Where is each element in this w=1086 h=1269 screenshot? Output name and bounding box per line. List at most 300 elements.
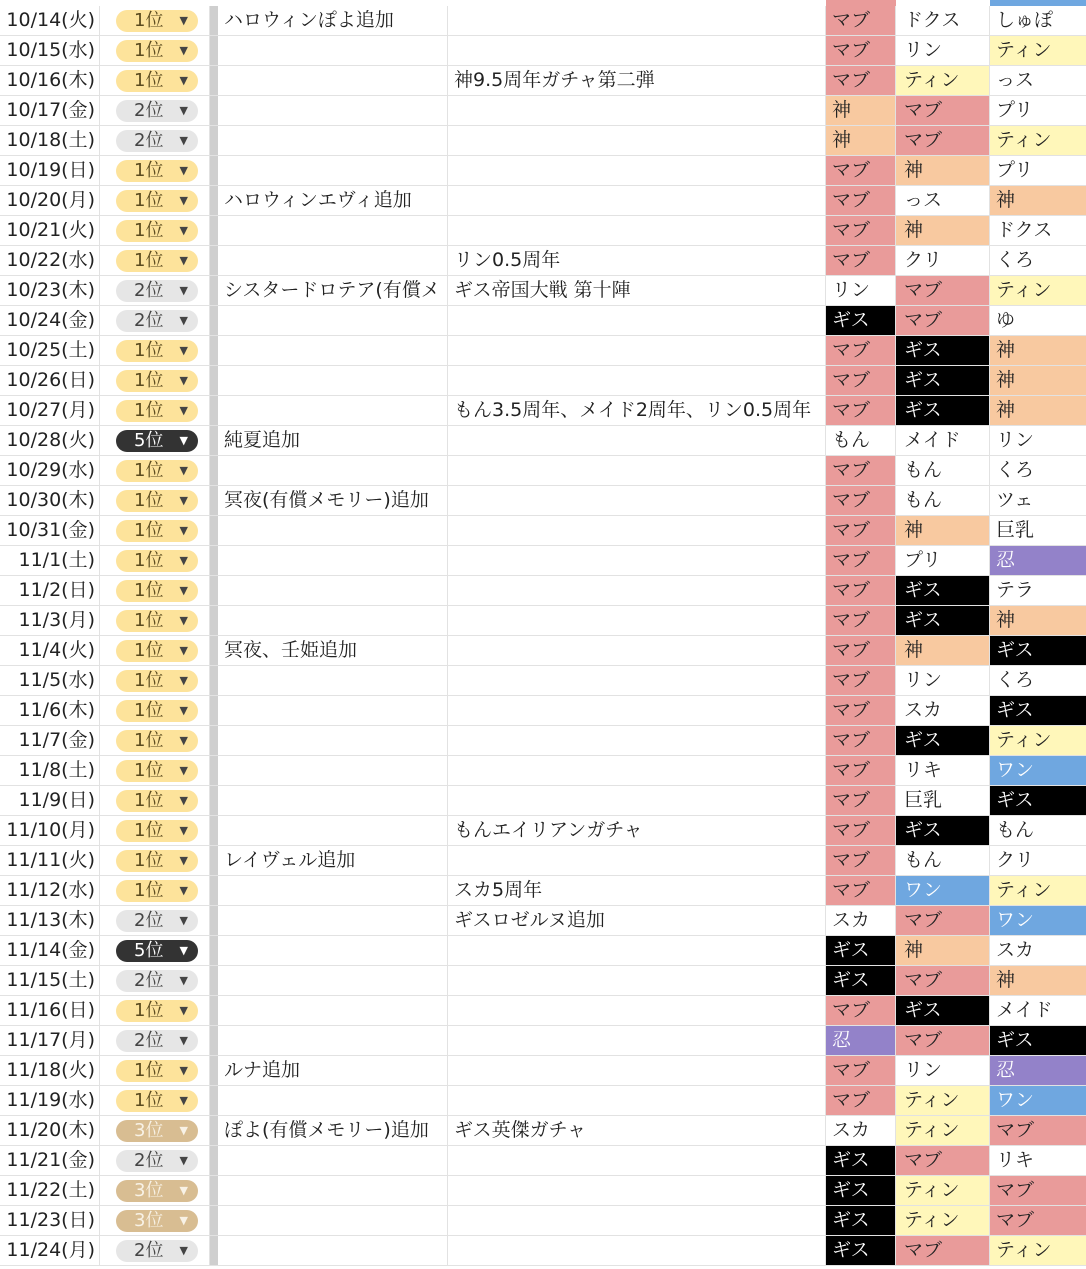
ranking-cell-1[interactable]: マブ [826, 606, 896, 635]
event-cell[interactable] [218, 36, 448, 65]
date-cell[interactable]: 11/13(木) [0, 906, 100, 935]
ranking-cell-2[interactable]: リン [896, 1056, 990, 1085]
date-cell[interactable]: 10/29(水) [0, 456, 100, 485]
rank-dropdown-chip[interactable] [116, 550, 198, 572]
rank-cell[interactable] [100, 906, 210, 935]
rank-dropdown-chip[interactable] [116, 250, 198, 272]
ranking-cell-2[interactable]: マブ [896, 906, 990, 935]
ranking-cell-1[interactable]: マブ [826, 576, 896, 605]
rank-dropdown-chip[interactable] [116, 640, 198, 662]
rank-dropdown-chip[interactable] [116, 910, 198, 932]
event-cell[interactable] [218, 366, 448, 395]
rank-dropdown-chip[interactable] [116, 610, 198, 632]
ranking-cell-1[interactable]: マブ [826, 336, 896, 365]
ranking-cell-3[interactable]: マブ [990, 1176, 1086, 1205]
gacha-event-cell[interactable] [448, 306, 826, 335]
date-cell[interactable]: 11/20(木) [0, 1116, 100, 1145]
ranking-cell-2[interactable]: マブ [896, 1236, 990, 1265]
date-cell[interactable]: 10/18(土) [0, 126, 100, 155]
gacha-event-cell[interactable] [448, 1086, 826, 1115]
ranking-cell-3[interactable]: ティン [990, 876, 1086, 905]
rank-dropdown-chip[interactable] [116, 1000, 198, 1022]
rank-cell[interactable] [100, 726, 210, 755]
ranking-cell-1[interactable]: ギス [826, 1146, 896, 1175]
ranking-cell-1[interactable]: もん [826, 426, 896, 455]
event-cell[interactable] [218, 546, 448, 575]
rank-cell[interactable] [100, 396, 210, 425]
rank-dropdown-chip[interactable] [116, 790, 198, 812]
rank-cell[interactable] [100, 1056, 210, 1085]
event-cell[interactable] [218, 96, 448, 125]
event-cell[interactable] [218, 936, 448, 965]
event-cell[interactable] [218, 246, 448, 275]
date-cell[interactable]: 10/31(金) [0, 516, 100, 545]
ranking-cell-1[interactable]: ギス [826, 1206, 896, 1235]
rank-dropdown-chip[interactable] [116, 490, 198, 512]
rank-cell[interactable] [100, 216, 210, 245]
event-cell[interactable]: レイヴェル追加 [218, 846, 448, 875]
rank-cell[interactable] [100, 1116, 210, 1145]
ranking-cell-2[interactable]: ティン [896, 66, 990, 95]
rank-cell[interactable] [100, 756, 210, 785]
gacha-event-cell[interactable] [448, 516, 826, 545]
rank-dropdown-chip[interactable] [116, 1150, 198, 1172]
ranking-cell-1[interactable]: スカ [826, 906, 896, 935]
ranking-cell-3[interactable]: マブ [990, 1116, 1086, 1145]
rank-dropdown-chip[interactable] [116, 10, 198, 32]
ranking-cell-2[interactable]: 神 [896, 516, 990, 545]
rank-dropdown-chip[interactable] [116, 1030, 198, 1052]
ranking-cell-2[interactable]: ワン [896, 876, 990, 905]
event-cell[interactable] [218, 996, 448, 1025]
ranking-cell-2[interactable]: リン [896, 36, 990, 65]
rank-cell[interactable] [100, 96, 210, 125]
ranking-cell-3[interactable]: ティン [990, 126, 1086, 155]
rank-dropdown-chip[interactable] [116, 1180, 198, 1202]
ranking-cell-2[interactable]: ティン [896, 1116, 990, 1145]
event-cell[interactable]: ハロウィンぽよ追加 [218, 6, 448, 35]
rank-dropdown-chip[interactable] [116, 70, 198, 92]
event-cell[interactable] [218, 726, 448, 755]
ranking-cell-3[interactable]: ギス [990, 786, 1086, 815]
ranking-cell-3[interactable]: ゆ [990, 306, 1086, 335]
event-cell[interactable] [218, 1236, 448, 1265]
rank-dropdown-chip[interactable] [116, 730, 198, 752]
ranking-cell-2[interactable]: リキ [896, 756, 990, 785]
rank-cell[interactable] [100, 66, 210, 95]
date-cell[interactable]: 10/28(火) [0, 426, 100, 455]
event-cell[interactable] [218, 156, 448, 185]
ranking-cell-1[interactable]: リン [826, 276, 896, 305]
ranking-cell-1[interactable]: ギス [826, 1236, 896, 1265]
gacha-event-cell[interactable] [448, 366, 826, 395]
event-cell[interactable] [218, 516, 448, 545]
event-cell[interactable]: 純夏追加 [218, 426, 448, 455]
rank-dropdown-chip[interactable] [116, 400, 198, 422]
rank-cell[interactable] [100, 186, 210, 215]
rank-cell[interactable] [100, 336, 210, 365]
rank-cell[interactable] [100, 126, 210, 155]
rank-cell[interactable] [100, 36, 210, 65]
ranking-cell-2[interactable]: 神 [896, 156, 990, 185]
rank-cell[interactable] [100, 516, 210, 545]
event-cell[interactable] [218, 756, 448, 785]
gacha-event-cell[interactable] [448, 546, 826, 575]
ranking-cell-1[interactable]: マブ [826, 516, 896, 545]
rank-dropdown-chip[interactable] [116, 190, 198, 212]
ranking-cell-2[interactable]: リン [896, 666, 990, 695]
ranking-cell-2[interactable]: ギス [896, 816, 990, 845]
ranking-cell-3[interactable]: ギス [990, 696, 1086, 725]
rank-dropdown-chip[interactable] [116, 100, 198, 122]
event-cell[interactable]: ルナ追加 [218, 1056, 448, 1085]
gacha-event-cell[interactable] [448, 1176, 826, 1205]
ranking-cell-2[interactable]: ギス [896, 996, 990, 1025]
ranking-cell-2[interactable]: もん [896, 846, 990, 875]
rank-dropdown-chip[interactable] [116, 280, 198, 302]
ranking-cell-2[interactable]: マブ [896, 1146, 990, 1175]
ranking-cell-3[interactable]: ワン [990, 1086, 1086, 1115]
date-cell[interactable]: 11/7(金) [0, 726, 100, 755]
rank-cell[interactable] [100, 1206, 210, 1235]
rank-dropdown-chip[interactable] [116, 1090, 198, 1112]
gacha-event-cell[interactable] [448, 186, 826, 215]
ranking-cell-1[interactable]: マブ [826, 636, 896, 665]
gacha-event-cell[interactable] [448, 606, 826, 635]
gacha-event-cell[interactable]: ギスロゼルヌ追加 [448, 906, 826, 935]
ranking-cell-2[interactable]: メイド [896, 426, 990, 455]
event-cell[interactable] [218, 1086, 448, 1115]
gacha-event-cell[interactable] [448, 126, 826, 155]
ranking-cell-3[interactable]: 神 [990, 396, 1086, 425]
ranking-cell-2[interactable]: ドクス [896, 6, 990, 35]
rank-dropdown-chip[interactable] [116, 580, 198, 602]
rank-cell[interactable] [100, 1146, 210, 1175]
ranking-cell-1[interactable]: ギス [826, 966, 896, 995]
ranking-cell-3[interactable]: ギス [990, 1026, 1086, 1055]
ranking-cell-2[interactable]: ギス [896, 576, 990, 605]
event-cell[interactable] [218, 786, 448, 815]
event-cell[interactable] [218, 1206, 448, 1235]
rank-cell[interactable] [100, 1086, 210, 1115]
ranking-cell-2[interactable]: ギス [896, 396, 990, 425]
ranking-cell-1[interactable]: 忍 [826, 1026, 896, 1055]
date-cell[interactable]: 11/6(木) [0, 696, 100, 725]
gacha-event-cell[interactable] [448, 966, 826, 995]
rank-dropdown-chip[interactable] [116, 700, 198, 722]
ranking-cell-3[interactable]: ツェ [990, 486, 1086, 515]
ranking-cell-3[interactable]: プリ [990, 156, 1086, 185]
date-cell[interactable]: 11/3(月) [0, 606, 100, 635]
event-cell[interactable] [218, 216, 448, 245]
rank-cell[interactable] [100, 876, 210, 905]
ranking-cell-1[interactable]: マブ [826, 786, 896, 815]
date-cell[interactable]: 10/24(金) [0, 306, 100, 335]
ranking-cell-1[interactable]: マブ [826, 156, 896, 185]
rank-cell[interactable] [100, 846, 210, 875]
ranking-cell-2[interactable]: マブ [896, 96, 990, 125]
gacha-event-cell[interactable] [448, 336, 826, 365]
event-cell[interactable]: 冥夜(有償メモリー)追加 [218, 486, 448, 515]
date-cell[interactable]: 11/22(土) [0, 1176, 100, 1205]
ranking-cell-2[interactable]: マブ [896, 966, 990, 995]
gacha-event-cell[interactable] [448, 96, 826, 125]
ranking-cell-3[interactable]: 神 [990, 336, 1086, 365]
ranking-cell-3[interactable]: リキ [990, 1146, 1086, 1175]
gacha-event-cell[interactable] [448, 756, 826, 785]
date-cell[interactable]: 11/18(火) [0, 1056, 100, 1085]
event-cell[interactable]: ぽよ(有償メモリー)追加 [218, 1116, 448, 1145]
ranking-cell-3[interactable]: ギス [990, 636, 1086, 665]
ranking-cell-3[interactable]: スカ [990, 936, 1086, 965]
ranking-cell-3[interactable]: ティン [990, 1236, 1086, 1265]
ranking-cell-3[interactable]: くろ [990, 666, 1086, 695]
ranking-cell-2[interactable]: マブ [896, 126, 990, 155]
ranking-cell-3[interactable]: マブ [990, 1206, 1086, 1235]
rank-cell[interactable] [100, 636, 210, 665]
date-cell[interactable]: 10/26(日) [0, 366, 100, 395]
gacha-event-cell[interactable] [448, 486, 826, 515]
ranking-cell-3[interactable]: 忍 [990, 1056, 1086, 1085]
event-cell[interactable] [218, 606, 448, 635]
rank-dropdown-chip[interactable] [116, 460, 198, 482]
ranking-cell-1[interactable]: マブ [826, 876, 896, 905]
gacha-event-cell[interactable] [448, 156, 826, 185]
event-cell[interactable]: ハロウィンエヴィ追加 [218, 186, 448, 215]
ranking-cell-3[interactable]: 神 [990, 186, 1086, 215]
event-cell[interactable]: シスタードロテア(有償メ [218, 276, 448, 305]
event-cell[interactable] [218, 336, 448, 365]
event-cell[interactable] [218, 396, 448, 425]
date-cell[interactable]: 11/5(水) [0, 666, 100, 695]
event-cell[interactable] [218, 666, 448, 695]
rank-cell[interactable] [100, 786, 210, 815]
event-cell[interactable] [218, 126, 448, 155]
ranking-cell-2[interactable]: もん [896, 486, 990, 515]
ranking-cell-2[interactable]: ギス [896, 726, 990, 755]
ranking-cell-2[interactable]: ティン [896, 1176, 990, 1205]
ranking-cell-1[interactable]: マブ [826, 756, 896, 785]
date-cell[interactable]: 10/14(火) [0, 6, 100, 35]
ranking-cell-3[interactable]: 忍 [990, 546, 1086, 575]
date-cell[interactable]: 10/21(火) [0, 216, 100, 245]
ranking-cell-2[interactable]: マブ [896, 276, 990, 305]
date-cell[interactable]: 10/23(木) [0, 276, 100, 305]
ranking-cell-1[interactable]: マブ [826, 846, 896, 875]
ranking-cell-2[interactable]: クリ [896, 246, 990, 275]
rank-dropdown-chip[interactable] [116, 40, 198, 62]
date-cell[interactable]: 11/19(水) [0, 1086, 100, 1115]
rank-dropdown-chip[interactable] [116, 1210, 198, 1232]
rank-cell[interactable] [100, 1236, 210, 1265]
rank-cell[interactable] [100, 1176, 210, 1205]
gacha-event-cell[interactable] [448, 996, 826, 1025]
ranking-cell-1[interactable]: マブ [826, 246, 896, 275]
gacha-event-cell[interactable] [448, 786, 826, 815]
rank-cell[interactable] [100, 306, 210, 335]
ranking-cell-3[interactable]: ドクス [990, 216, 1086, 245]
ranking-cell-2[interactable]: もん [896, 456, 990, 485]
ranking-cell-3[interactable]: 神 [990, 966, 1086, 995]
ranking-cell-3[interactable]: くろ [990, 246, 1086, 275]
rank-cell[interactable] [100, 996, 210, 1025]
ranking-cell-1[interactable]: マブ [826, 66, 896, 95]
ranking-cell-1[interactable]: スカ [826, 1116, 896, 1145]
gacha-event-cell[interactable] [448, 1056, 826, 1085]
gacha-event-cell[interactable] [448, 696, 826, 725]
date-cell[interactable]: 11/23(日) [0, 1206, 100, 1235]
date-cell[interactable]: 11/1(土) [0, 546, 100, 575]
ranking-cell-3[interactable]: リン [990, 426, 1086, 455]
ranking-cell-1[interactable]: マブ [826, 36, 896, 65]
date-cell[interactable]: 11/11(火) [0, 846, 100, 875]
gacha-event-cell[interactable] [448, 1236, 826, 1265]
ranking-cell-2[interactable]: マブ [896, 1026, 990, 1055]
ranking-cell-1[interactable]: マブ [826, 1086, 896, 1115]
ranking-cell-1[interactable]: 神 [826, 96, 896, 125]
rank-cell[interactable] [100, 246, 210, 275]
rank-dropdown-chip[interactable] [116, 670, 198, 692]
gacha-event-cell[interactable] [448, 666, 826, 695]
ranking-cell-3[interactable]: ティン [990, 36, 1086, 65]
ranking-cell-3[interactable]: テラ [990, 576, 1086, 605]
date-cell[interactable]: 10/17(金) [0, 96, 100, 125]
rank-dropdown-chip[interactable] [116, 940, 198, 962]
rank-cell[interactable] [100, 576, 210, 605]
rank-cell[interactable] [100, 486, 210, 515]
event-cell[interactable] [218, 696, 448, 725]
rank-dropdown-chip[interactable] [116, 1060, 198, 1082]
date-cell[interactable]: 11/9(日) [0, 786, 100, 815]
rank-cell[interactable] [100, 936, 210, 965]
date-cell[interactable]: 11/2(日) [0, 576, 100, 605]
date-cell[interactable]: 11/12(水) [0, 876, 100, 905]
date-cell[interactable]: 10/30(木) [0, 486, 100, 515]
ranking-cell-1[interactable]: マブ [826, 486, 896, 515]
ranking-cell-3[interactable]: くろ [990, 456, 1086, 485]
rank-dropdown-chip[interactable] [116, 1120, 198, 1142]
rank-dropdown-chip[interactable] [116, 820, 198, 842]
rank-dropdown-chip[interactable] [116, 370, 198, 392]
ranking-cell-3[interactable]: もん [990, 816, 1086, 845]
gacha-event-cell[interactable]: ギス帝国大戦 第十陣 [448, 276, 826, 305]
rank-dropdown-chip[interactable] [116, 1240, 198, 1262]
ranking-cell-1[interactable]: マブ [826, 456, 896, 485]
event-cell[interactable] [218, 456, 448, 485]
ranking-cell-2[interactable]: ギス [896, 606, 990, 635]
gacha-event-cell[interactable] [448, 216, 826, 245]
ranking-cell-2[interactable]: 神 [896, 216, 990, 245]
rank-cell[interactable] [100, 696, 210, 725]
gacha-event-cell[interactable] [448, 936, 826, 965]
ranking-cell-2[interactable]: 神 [896, 936, 990, 965]
date-cell[interactable]: 11/4(火) [0, 636, 100, 665]
rank-cell[interactable] [100, 606, 210, 635]
gacha-event-cell[interactable] [448, 726, 826, 755]
gacha-event-cell[interactable] [448, 1206, 826, 1235]
rank-cell[interactable] [100, 366, 210, 395]
date-cell[interactable]: 11/10(月) [0, 816, 100, 845]
ranking-cell-3[interactable]: っス [990, 66, 1086, 95]
rank-dropdown-chip[interactable] [116, 130, 198, 152]
rank-dropdown-chip[interactable] [116, 520, 198, 542]
ranking-cell-1[interactable]: マブ [826, 546, 896, 575]
date-cell[interactable]: 10/25(土) [0, 336, 100, 365]
gacha-event-cell[interactable] [448, 576, 826, 605]
ranking-cell-1[interactable]: マブ [826, 396, 896, 425]
event-cell[interactable] [218, 966, 448, 995]
date-cell[interactable]: 11/17(月) [0, 1026, 100, 1055]
event-cell[interactable] [218, 1176, 448, 1205]
rank-dropdown-chip[interactable] [116, 760, 198, 782]
ranking-cell-3[interactable]: ワン [990, 906, 1086, 935]
ranking-cell-2[interactable]: 巨乳 [896, 786, 990, 815]
date-cell[interactable]: 10/22(水) [0, 246, 100, 275]
gacha-event-cell[interactable] [448, 426, 826, 455]
gacha-event-cell[interactable]: スカ5周年 [448, 876, 826, 905]
ranking-cell-2[interactable]: プリ [896, 546, 990, 575]
gacha-event-cell[interactable]: もん3.5周年、メイド2周年、リン0.5周年 [448, 396, 826, 425]
ranking-cell-1[interactable]: マブ [826, 726, 896, 755]
date-cell[interactable]: 11/24(月) [0, 1236, 100, 1265]
gacha-event-cell[interactable] [448, 456, 826, 485]
gacha-event-cell[interactable]: リン0.5周年 [448, 246, 826, 275]
ranking-cell-2[interactable]: マブ [896, 306, 990, 335]
ranking-cell-3[interactable]: 神 [990, 366, 1086, 395]
ranking-cell-2[interactable]: っス [896, 186, 990, 215]
ranking-cell-3[interactable]: 神 [990, 606, 1086, 635]
rank-cell[interactable] [100, 426, 210, 455]
rank-dropdown-chip[interactable] [116, 160, 198, 182]
ranking-cell-1[interactable]: 神 [826, 126, 896, 155]
ranking-cell-1[interactable]: マブ [826, 816, 896, 845]
ranking-cell-3[interactable]: プリ [990, 96, 1086, 125]
rank-dropdown-chip[interactable] [116, 850, 198, 872]
rank-dropdown-chip[interactable] [116, 310, 198, 332]
ranking-cell-1[interactable]: マブ [826, 996, 896, 1025]
event-cell[interactable] [218, 1026, 448, 1055]
ranking-cell-3[interactable]: ワン [990, 756, 1086, 785]
event-cell[interactable] [218, 576, 448, 605]
rank-cell[interactable] [100, 966, 210, 995]
rank-cell[interactable] [100, 666, 210, 695]
ranking-cell-2[interactable]: スカ [896, 696, 990, 725]
rank-cell[interactable] [100, 276, 210, 305]
ranking-cell-3[interactable]: ティン [990, 276, 1086, 305]
date-cell[interactable]: 10/16(木) [0, 66, 100, 95]
date-cell[interactable]: 11/21(金) [0, 1146, 100, 1175]
ranking-cell-1[interactable]: ギス [826, 1176, 896, 1205]
ranking-cell-2[interactable]: ギス [896, 336, 990, 365]
rank-dropdown-chip[interactable] [116, 340, 198, 362]
date-cell[interactable]: 11/15(土) [0, 966, 100, 995]
date-cell[interactable]: 11/8(土) [0, 756, 100, 785]
gacha-event-cell[interactable]: ギス英傑ガチャ [448, 1116, 826, 1145]
rank-cell[interactable] [100, 1026, 210, 1055]
gacha-event-cell[interactable] [448, 636, 826, 665]
ranking-cell-2[interactable]: ギス [896, 366, 990, 395]
event-cell[interactable] [218, 306, 448, 335]
ranking-cell-3[interactable]: ティン [990, 726, 1086, 755]
date-cell[interactable]: 10/27(月) [0, 396, 100, 425]
ranking-cell-1[interactable]: マブ [826, 1056, 896, 1085]
event-cell[interactable]: 冥夜、壬姫追加 [218, 636, 448, 665]
ranking-cell-1[interactable]: マブ [826, 696, 896, 725]
gacha-event-cell[interactable]: もんエイリアンガチャ [448, 816, 826, 845]
event-cell[interactable] [218, 816, 448, 845]
event-cell[interactable] [218, 876, 448, 905]
date-cell[interactable]: 10/15(水) [0, 36, 100, 65]
